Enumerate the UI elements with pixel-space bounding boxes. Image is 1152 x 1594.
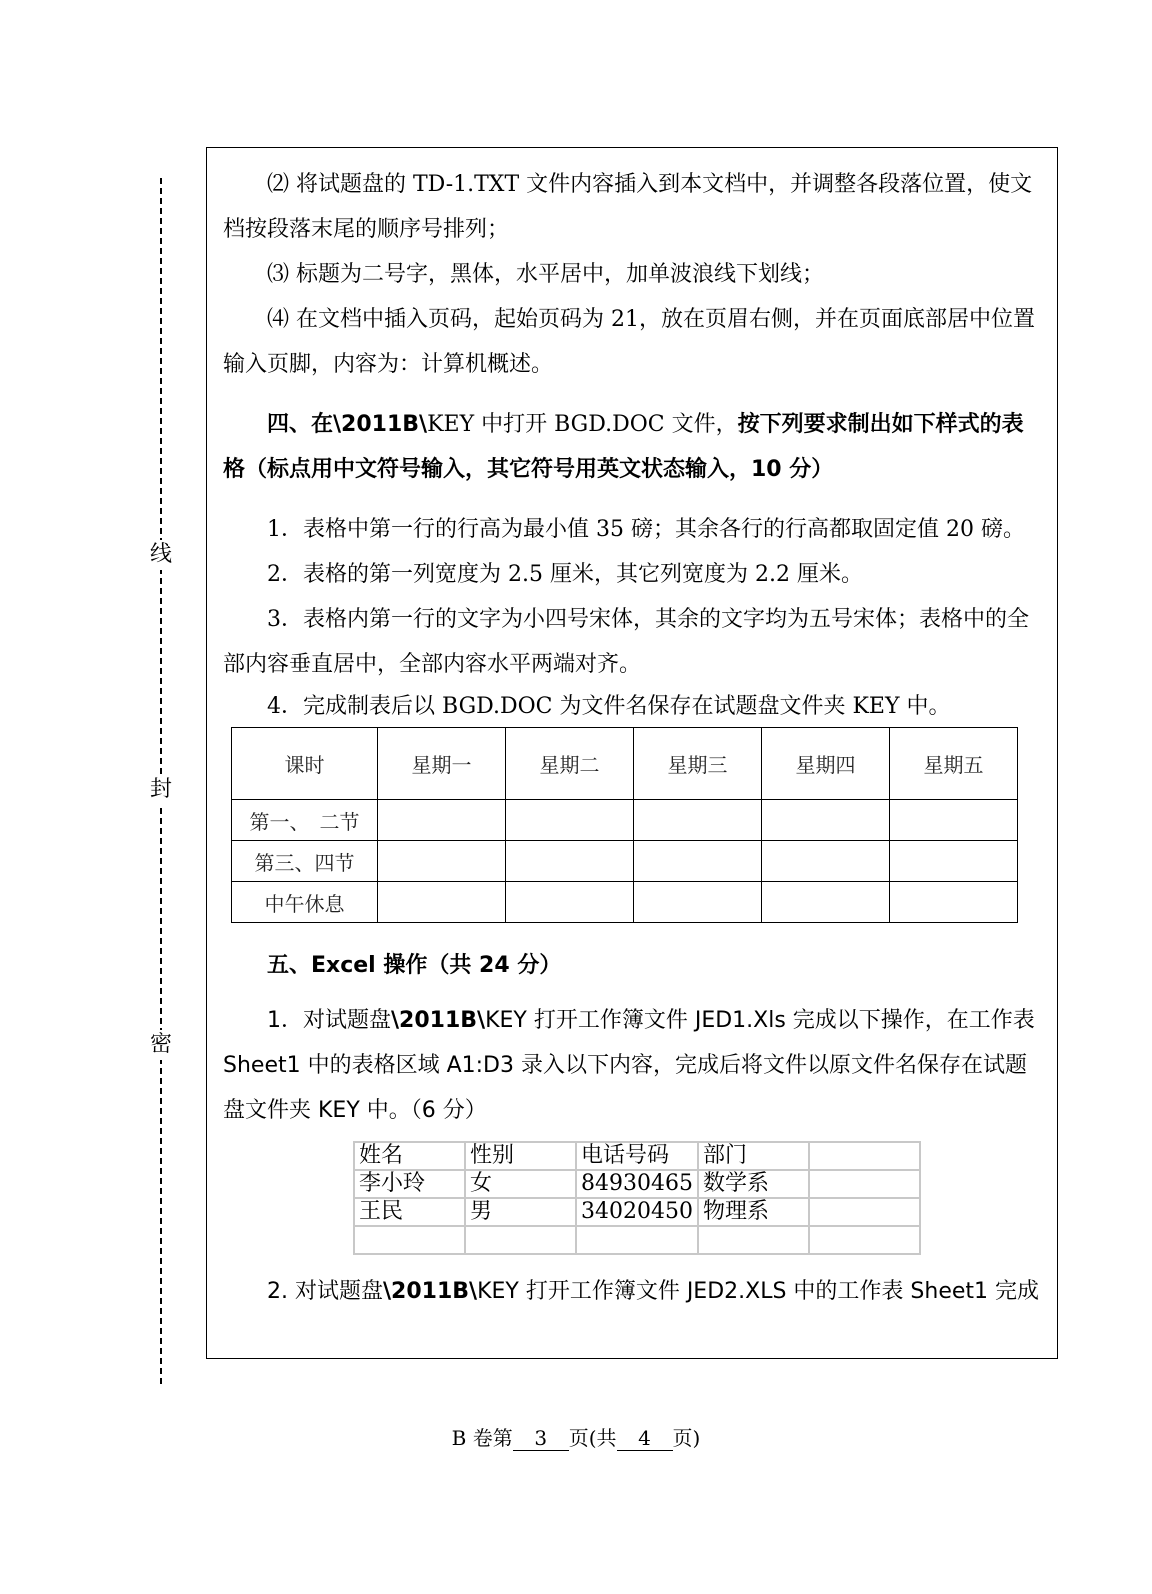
table-row [354,1226,920,1254]
s4-heading [223,402,1045,492]
s4-heading-c: 按下列要求制出如下样式的表格（标点用中文符号输入，其它符号用英文状态输入，10 分） [223,412,1024,482]
s5-item-2 [223,1269,1045,1314]
page-footer [0,1422,1152,1451]
s5-item2-a: 2. 对试题盘 [267,1279,383,1304]
excel-cell: 物理系 [698,1198,809,1226]
excel-cell: 部门 [698,1142,809,1170]
excel-cell: 电话号码 [576,1142,698,1170]
s5-item2-c: KEY 打开工作簿文件 JED2.XLS 中的工作表 Sheet1 完成 [477,1279,1040,1304]
binding-char-feng: 封 [148,775,174,805]
excel-cell: 李小玲 [354,1170,465,1198]
footer-page-number: 3 [513,1426,569,1451]
binding-char-mi: 密 [148,1030,174,1060]
excel-cell: 男 [465,1198,576,1226]
table-row [232,841,1018,882]
footer-text-c: 页) [672,1426,701,1450]
excel-cell: 王民 [354,1198,465,1226]
excel-cell: 34020450 [576,1198,698,1226]
s4-heading-b: KEY 中打开 BGD.DOC 文件， [427,412,738,437]
excel-cell [465,1226,576,1254]
excel-cell: 女 [465,1170,576,1198]
excel-sample-table [353,1141,921,1255]
footer-text-b: 页(共 [568,1426,617,1450]
s4-item-2: 2．表格的第一列宽度为 2.5 厘米，其它列宽度为 2.2 厘米。 [267,562,863,587]
exam-frame [206,147,1058,1359]
header-cell: 课时 [232,728,378,800]
s4-item-1: 1．表格中第一行的行高为最小值 35 磅；其余各行的行高都取固定值 20 磅。 [267,517,1025,542]
excel-cell [354,1226,465,1254]
excel-cell: 姓名 [354,1142,465,1170]
s3-item-4: ⑷ 在文档中插入页码，起始页码为 21，放在页眉右侧，并在页面底部居中位置输入页脚，内容为：计算机概述。 [223,307,1035,377]
excel-cell: 数学系 [698,1170,809,1198]
row-label: 第一、 二节 [232,800,378,841]
schedule-table [231,727,1018,923]
footer-total-pages: 4 [617,1426,673,1451]
s5-item-1 [223,998,1045,1133]
s5-item1-b: \2011B\ [391,1008,486,1033]
header-cell: 星期四 [762,728,890,800]
excel-cell: 84930465 [576,1170,698,1198]
exam-content [223,162,1045,1314]
s4-item-3: 3．表格内第一行的文字为小四号宋体，其余的文字均为五号宋体；表格中的全部内容垂直居中，全部内容水平两端对齐。 [223,607,1029,677]
table-row [354,1170,920,1198]
s5-item1-c: KEY 打开工作簿文件 JED1.Xls 完成以下操作，在工作表 Sheet1 中的表格区域 A1:D3 录入以下内容，完成后将文件以原文件名保存在试题盘文件夹 KEY 中。（6 分） [223,1008,1035,1123]
table-row [354,1142,920,1170]
binding-char-xian: 线 [148,540,174,570]
s3-item-2: ⑵ 将试题盘的 TD-1.TXT 文件内容插入到本文档中，并调整各段落位置，使文档按段落末尾的顺序号排列； [223,172,1033,242]
table-row [354,1198,920,1226]
table-row [232,882,1018,923]
excel-cell [809,1170,920,1198]
header-cell: 星期一 [378,728,506,800]
s4-item-4: 4．完成制表后以 BGD.DOC 为文件名保存在试题盘文件夹 KEY 中。 [267,694,951,719]
excel-cell [576,1226,698,1254]
excel-cell: 性别 [465,1142,576,1170]
row-label: 第三、四节 [232,841,378,882]
excel-cell [698,1226,809,1254]
table-row [232,800,1018,841]
excel-cell [809,1198,920,1226]
header-cell: 星期二 [506,728,634,800]
table-row [232,728,1018,800]
s4-heading-a: 四、在\2011B\ [267,412,428,437]
s5-item1-a: 1．对试题盘 [267,1008,391,1033]
footer-text-a: B 卷第 [451,1426,513,1450]
excel-cell [809,1226,920,1254]
s5-heading: 五、Excel 操作（共 24 分） [267,953,562,978]
s5-item2-b: \2011B\ [382,1279,478,1304]
header-cell: 星期三 [634,728,762,800]
s3-item-3: ⑶ 标题为二号字，黑体，水平居中，加单波浪线下划线； [267,262,824,287]
header-cell: 星期五 [890,728,1018,800]
row-label: 中午休息 [232,882,378,923]
excel-cell [809,1142,920,1170]
